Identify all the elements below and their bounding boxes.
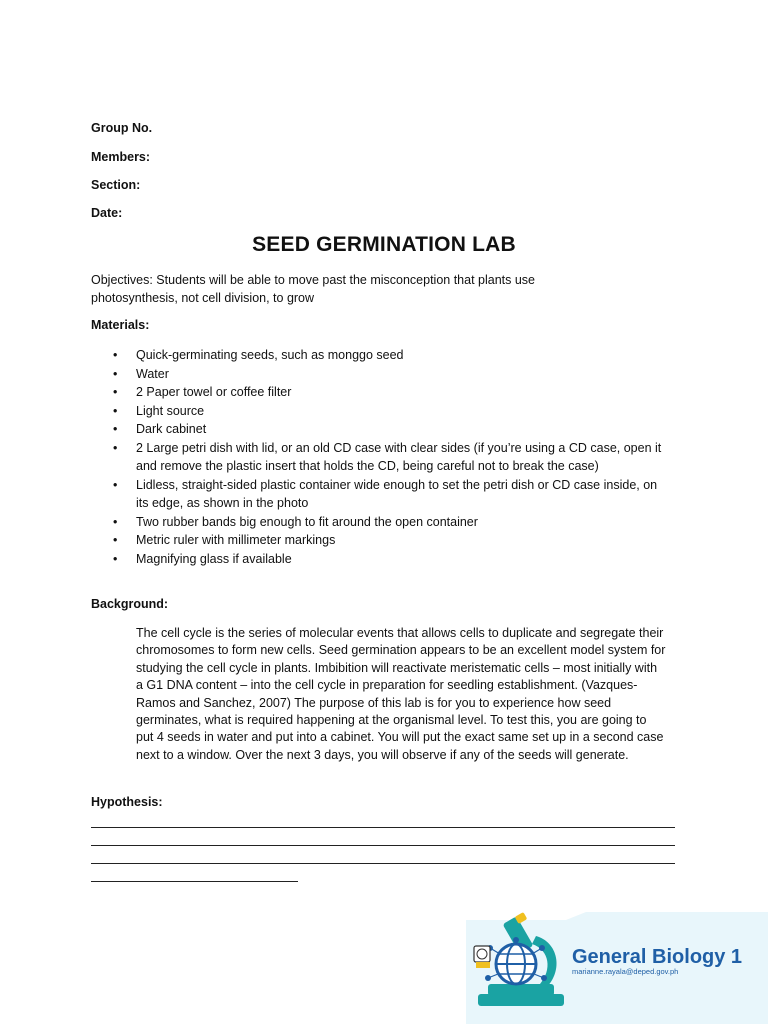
date-label: Date: xyxy=(91,206,123,220)
section-label: Section: xyxy=(91,178,141,192)
materials-list-item: • Quick-germinating seeds, such as monggo seed xyxy=(91,346,671,365)
objectives-text: Objectives: Students will be able to move past the misconception that plants use photosynthesis, not cell division, to grow xyxy=(91,273,535,305)
answer-line xyxy=(91,863,675,864)
answer-line xyxy=(91,827,675,828)
materials-heading: Materials: xyxy=(91,318,150,332)
background-text: The cell cycle is the series of molecular events that allows cells to duplicate and segregate their chromosomes to form new cells. Seed germination appears to be an excellent model system for studying the cell cycle in plants. Imbibition will reactivate meristematic cells – most initially with a G1 DNA content – into the cell cycle in preparation for seedling establishment. (Vazques- Ramos and Sanchez, 2007) The purpose of this lab is for you to experience how seed germinates, what is required happening at the organismal level. To test this, you are going to put 4 seeds in water and put into a cabinet. You will put the exact same set up in a second case next to a window. Over the next 3 days, you will observe if any of the seeds will generate. xyxy=(136,626,666,762)
page-title: SEED GERMINATION LAB xyxy=(252,233,516,256)
materials-list-item: • 2 Paper towel or coffee filter xyxy=(91,383,671,402)
materials-list-item: • 2 Large petri dish with lid, or an old CD case with clear sides (if you’re using a CD case, open it and remove the plastic insert that holds the CD, being careful not to break the case) xyxy=(91,439,671,476)
materials-list-item: • Lidless, straight-sided plastic container wide enough to set the petri dish or CD case inside, on its edge, as shown in the photo xyxy=(91,476,671,513)
materials-list-item: • Magnifying glass if available xyxy=(91,550,671,569)
materials-list xyxy=(91,346,671,568)
background-heading: Background: xyxy=(91,597,169,611)
answer-line xyxy=(91,881,298,882)
answer-line xyxy=(91,845,675,846)
materials-list-item: • Metric ruler with millimeter markings xyxy=(91,531,671,550)
materials-list-item: • Light source xyxy=(91,402,671,421)
materials-list-item: • Dark cabinet xyxy=(91,420,671,439)
logo-title: General Biology 1 xyxy=(572,946,743,968)
logo-email: marianne.rayala@deped.gov.ph xyxy=(572,967,679,976)
group-no-label: Group No. xyxy=(91,121,153,135)
materials-list-item: • Water xyxy=(91,365,671,384)
materials-list-item: • Two rubber bands big enough to fit around the open container xyxy=(91,513,671,532)
hypothesis-answer-lines xyxy=(91,827,675,899)
members-label: Members: xyxy=(91,150,151,164)
hypothesis-heading: Hypothesis: xyxy=(91,795,163,809)
